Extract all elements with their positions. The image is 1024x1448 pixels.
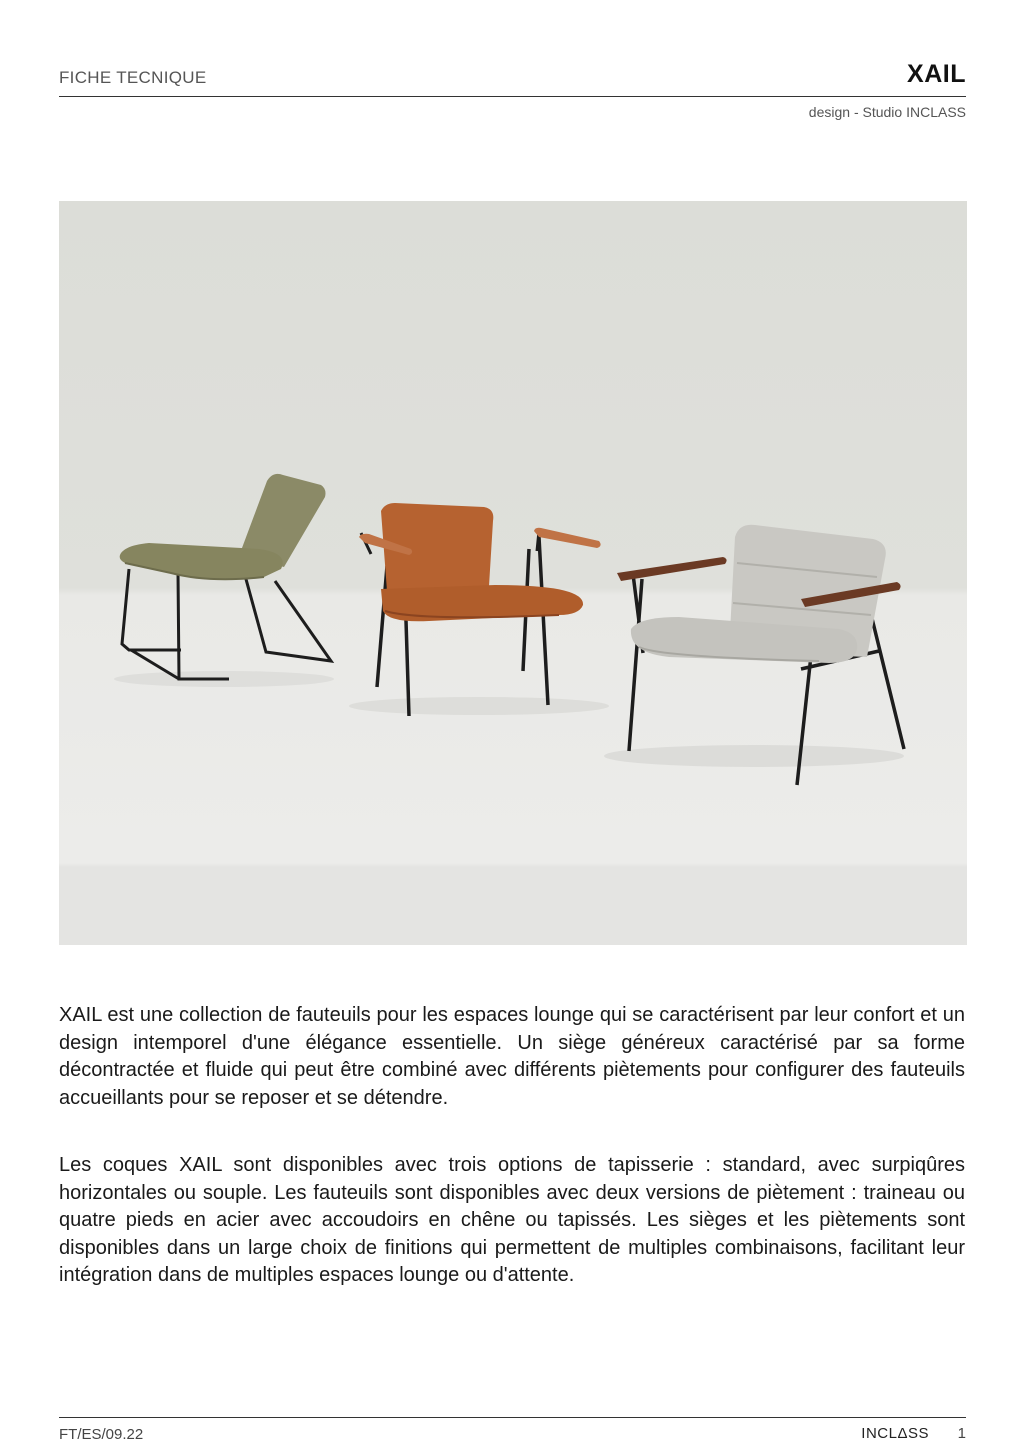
product-title: XAIL [907, 60, 966, 88]
description-paragraph-2: Les coques XAIL sont disponibles avec trois options de tapisserie : standard, avec surpiqûres horizontales ou souple. Les fauteuils sont disponibles avec deux versions de piètement : traineau ou quatre pieds en acier avec accoudoirs en chêne ou tapissés. Les sièges et les piètements sont disponibles dans un large choix de finitions qui permettent de multiples combinaisons, facilitant leur intégration dans de multiples espaces lounge ou d'attente. [59, 1154, 965, 1286]
brand-logo: INCLΔSS [861, 1425, 929, 1442]
document-code: FT/ES/09.22 [59, 1426, 144, 1443]
product-photo [59, 201, 967, 945]
page-number: 1 [957, 1425, 966, 1442]
document-type-label: FICHE TECNIQUE [59, 68, 207, 87]
shadow-middle [349, 697, 609, 715]
chairs-illustration [59, 201, 967, 945]
leather-armchair [359, 503, 601, 716]
header-divider [59, 96, 966, 97]
footer-divider [59, 1417, 966, 1418]
shadow-right [604, 745, 904, 767]
description-paragraph-1: XAIL est une collection de fauteuils pour les espaces lounge qui se caractérisent par leur confort et un design intemporel d'une élégance essentielle. Un siège généreux caractérisé par sa forme décontractée et fluide qui peut être combiné avec différents piètements pour configurer des fauteuils accueillants pour se reposer et se détendre. [59, 1004, 965, 1109]
olive-sled-chair [120, 474, 331, 679]
designer-credit: design - Studio INCLASS [808, 104, 966, 120]
